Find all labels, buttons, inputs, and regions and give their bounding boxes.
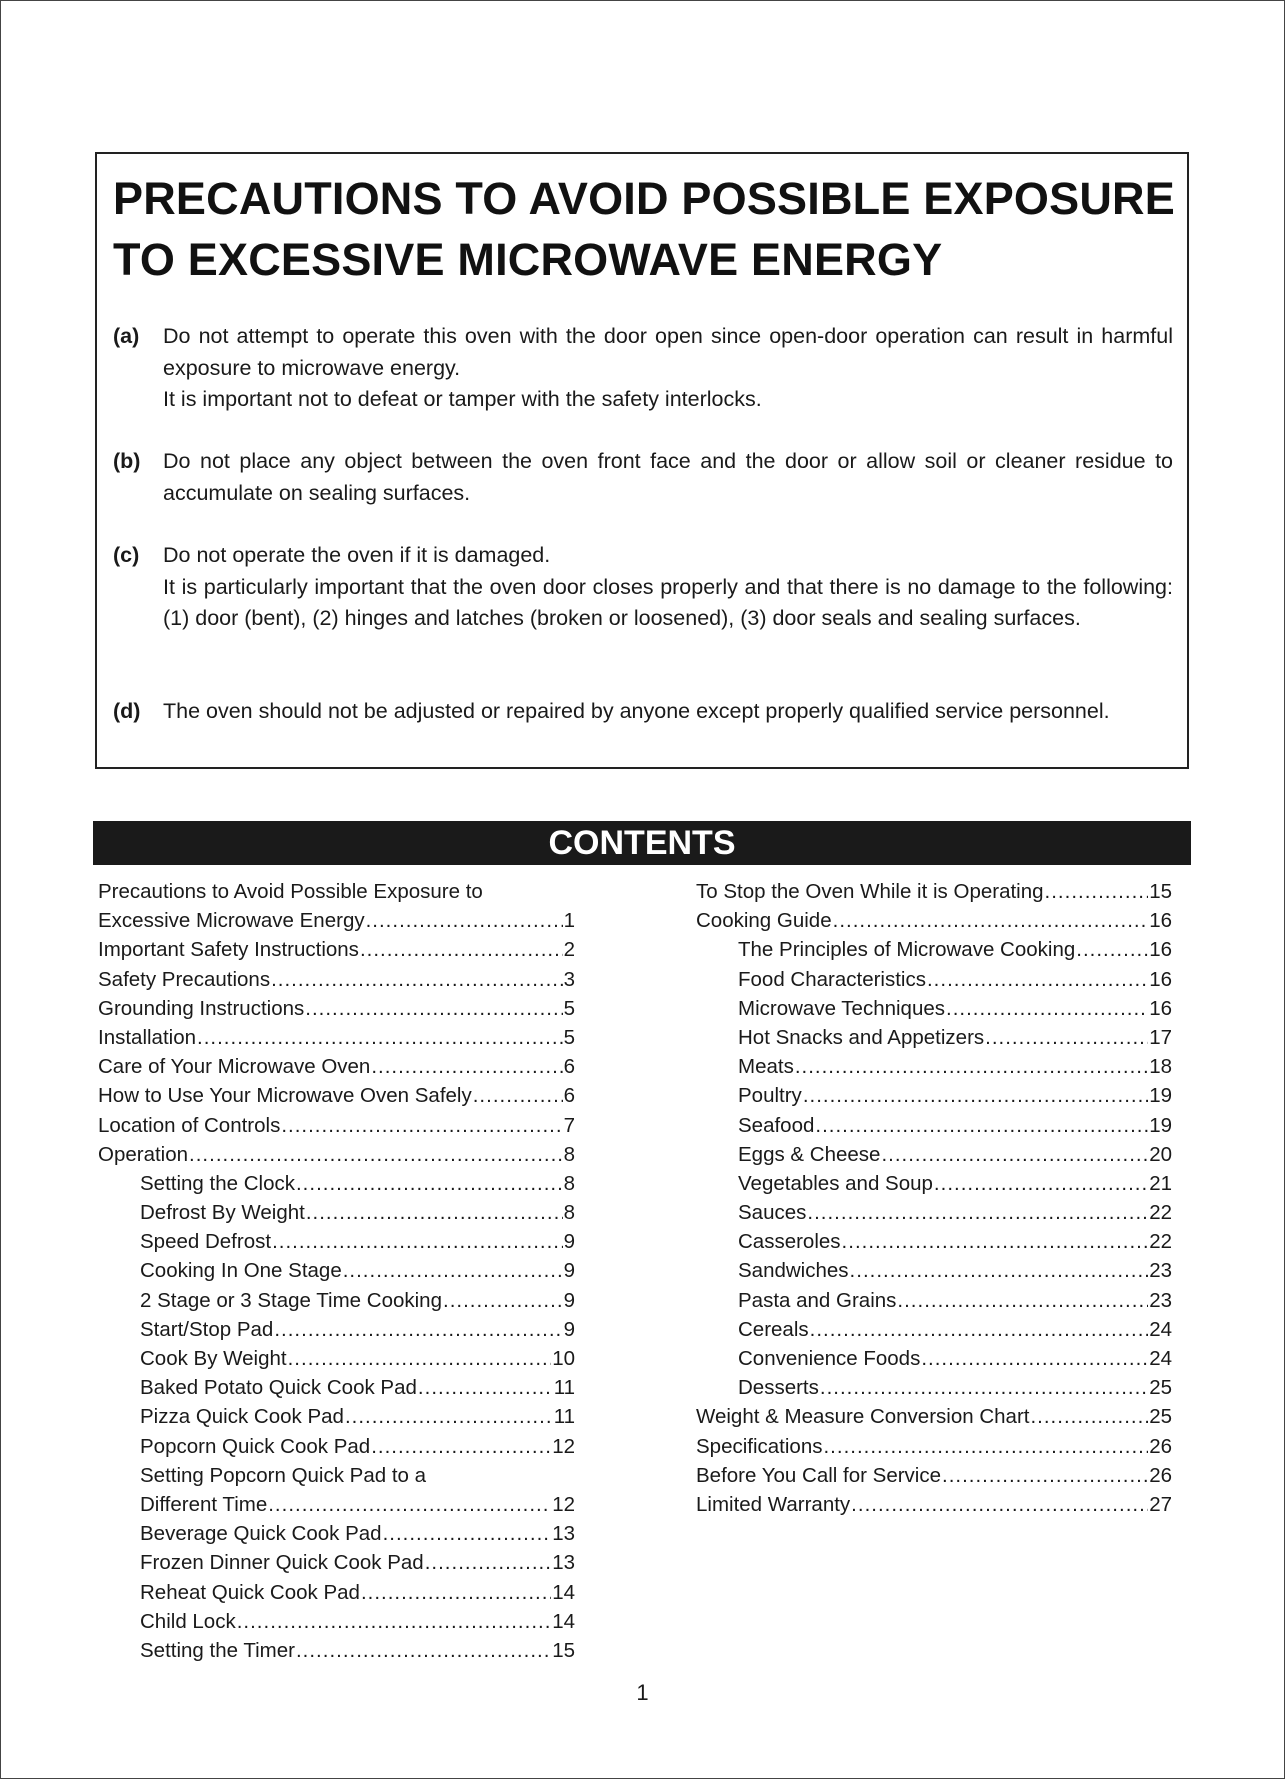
toc-entry[interactable] [98, 1607, 575, 1636]
toc-page: 19 [1149, 1084, 1172, 1108]
toc-entry[interactable] [696, 1490, 1172, 1519]
toc-label: Cereals [738, 1317, 809, 1341]
toc-entry[interactable] [696, 1111, 1172, 1140]
toc-entry[interactable] [98, 1081, 575, 1110]
precautions-title-line2: TO EXCESSIVE MICROWAVE ENERGY [113, 234, 943, 285]
toc-page: 24 [1149, 1317, 1172, 1341]
toc-page: 21 [1149, 1171, 1172, 1195]
contents-heading: CONTENTS [93, 821, 1191, 865]
page-number: 1 [636, 1680, 649, 1705]
toc-page: 11 [553, 1376, 575, 1400]
toc-label: How to Use Your Microwave Oven Safely [98, 1084, 472, 1108]
precaution-item-a [113, 321, 1173, 416]
toc-label: Pizza Quick Cook Pad [140, 1405, 344, 1429]
toc-label: Operation [98, 1142, 189, 1166]
toc-page: 15 [1149, 880, 1172, 903]
toc-entry[interactable] [696, 1286, 1172, 1315]
toc-label: Cooking Guide [696, 909, 832, 933]
toc-entry[interactable] [98, 1402, 575, 1431]
precaution-letter: (c) [113, 543, 140, 567]
toc-page: 22 [1149, 1230, 1172, 1254]
toc-entry[interactable] [98, 1111, 575, 1140]
toc-entry[interactable] [98, 1140, 575, 1169]
toc-page: 19 [1149, 1113, 1172, 1137]
toc-label: Poultry [738, 1084, 802, 1108]
toc-label: Installation [98, 1025, 197, 1049]
toc-page: 7 [563, 1113, 575, 1137]
toc-entry[interactable] [98, 1636, 575, 1665]
toc-label: Precautions to Avoid Possible Exposure to [98, 880, 483, 903]
toc-label: Different Time [140, 1492, 268, 1516]
toc-page: 10 [552, 1347, 575, 1370]
toc-page: 11 [553, 1405, 575, 1429]
toc-page: 23 [1149, 1259, 1172, 1283]
toc-label: Limited Warranty [696, 1492, 851, 1516]
toc-entry[interactable] [696, 1315, 1172, 1344]
toc-entry[interactable] [696, 994, 1172, 1023]
toc-entry[interactable] [98, 935, 575, 964]
toc-page: 16 [1149, 967, 1172, 991]
toc-label: Beverage Quick Cook Pad [140, 1522, 382, 1546]
toc-page: 13 [552, 1551, 575, 1575]
toc-page: 2 [563, 938, 575, 962]
toc-entry[interactable] [98, 1578, 575, 1607]
toc-page: 8 [563, 1171, 575, 1195]
toc-entry[interactable] [98, 1315, 575, 1344]
toc-label: Hot Snacks and Appetizers [738, 1025, 985, 1049]
toc-entry[interactable] [98, 994, 575, 1023]
toc-label: Baked Potato Quick Cook Pad [140, 1376, 417, 1400]
toc-label: Cook By Weight [140, 1347, 287, 1370]
toc-entry[interactable] [98, 1519, 575, 1548]
toc-label: Before You Call for Service [696, 1463, 941, 1487]
toc-label: The Principles of Microwave Cooking [738, 938, 1076, 962]
toc-entry[interactable] [696, 877, 1172, 906]
toc-left-column [98, 877, 575, 1665]
toc-page: 5 [563, 996, 575, 1020]
toc-label: Cooking In One Stage [140, 1259, 342, 1283]
toc-label: Specifications [696, 1434, 823, 1458]
toc-page: 18 [1149, 1055, 1172, 1079]
toc-label: Sauces [738, 1201, 807, 1225]
toc-page: 23 [1149, 1288, 1172, 1312]
toc-entry[interactable] [696, 1402, 1172, 1431]
precaution-letter: (b) [113, 449, 141, 473]
toc-label: Setting Popcorn Quick Pad to a [140, 1463, 427, 1487]
precaution-text: It is important not to defeat or tamper with the safety interlocks. [163, 387, 762, 411]
toc-entry[interactable] [98, 1286, 575, 1315]
toc-page: 9 [563, 1288, 575, 1312]
toc-page: 26 [1149, 1463, 1172, 1487]
precaution-item-b [113, 446, 1173, 509]
toc-entry[interactable] [98, 1198, 575, 1227]
toc-label: Speed Defrost [140, 1230, 272, 1254]
toc-page: 16 [1149, 909, 1172, 933]
toc-page: 9 [563, 1230, 575, 1254]
toc-page: 8 [563, 1142, 575, 1166]
toc-entry[interactable] [696, 1373, 1172, 1402]
toc-label: Child Lock [140, 1609, 236, 1633]
toc-page: 25 [1149, 1376, 1172, 1400]
toc-label: Safety Precautions [98, 967, 271, 991]
precaution-item-d [113, 696, 1173, 728]
toc-entry[interactable] [98, 1373, 575, 1402]
toc-label: Location of Controls [98, 1113, 281, 1137]
toc-entry[interactable] [696, 1140, 1172, 1169]
toc-page: 17 [1149, 1025, 1172, 1049]
toc-label: Desserts [738, 1376, 819, 1400]
toc-label: Eggs & Cheese [738, 1142, 881, 1166]
toc-entry[interactable] [98, 1023, 575, 1052]
toc-entry[interactable] [98, 1227, 575, 1256]
precaution-letter: (d) [113, 699, 141, 723]
toc-page: 15 [552, 1638, 575, 1662]
toc-label: 2 Stage or 3 Stage Time Cooking [140, 1288, 442, 1312]
precautions-title [113, 168, 1178, 290]
precaution-text: Do not attempt to operate this oven with the door open since open-door operation can result in harmful exposure to microwave energy. [163, 324, 1173, 380]
toc-page: 12 [552, 1492, 575, 1516]
toc-page: 25 [1149, 1405, 1172, 1429]
toc-entry[interactable] [696, 1256, 1172, 1285]
toc-label: Popcorn Quick Cook Pad [140, 1434, 371, 1458]
toc-label: Pasta and Grains [738, 1288, 897, 1312]
toc-entry[interactable] [98, 906, 575, 935]
toc-page: 9 [563, 1259, 575, 1283]
toc-page: 24 [1149, 1347, 1172, 1370]
toc-page: 16 [1149, 996, 1172, 1020]
precaution-text: It is particularly important that the oven door closes properly and that there is no damage to the following: (1) door (bent), (2) hinges and latches (broken or loosened), (3) door seals and sealing surfaces. [163, 574, 1173, 630]
toc-label: Weight & Measure Conversion Chart [696, 1405, 1030, 1429]
toc-entry[interactable] [696, 1432, 1172, 1461]
toc-entry[interactable] [98, 1344, 575, 1373]
toc-label: Vegetables and Soup [738, 1171, 933, 1195]
toc-entry[interactable] [696, 1198, 1172, 1227]
toc-label: Grounding Instructions [98, 996, 305, 1020]
toc-page: 3 [563, 967, 575, 991]
toc-entry[interactable] [98, 1432, 575, 1461]
toc-entry[interactable] [696, 1344, 1172, 1373]
toc-label: Defrost By Weight [140, 1201, 305, 1225]
precautions-box [95, 152, 1189, 769]
toc-entry[interactable] [696, 1169, 1172, 1198]
toc-label: Setting the Timer [140, 1638, 295, 1662]
toc-label: Food Characteristics [738, 967, 926, 991]
precaution-text: Do not operate the oven if it is damaged. [163, 543, 551, 567]
toc-label: Important Safety Instructions [98, 938, 359, 962]
precaution-letter: (a) [113, 324, 140, 348]
toc-entry[interactable] [696, 906, 1172, 935]
toc-page: 12 [552, 1434, 575, 1458]
toc-entry[interactable] [98, 1548, 575, 1577]
toc-page: 6 [563, 1084, 575, 1108]
toc-label: Setting the Clock [140, 1171, 295, 1195]
toc-label: Excessive Microwave Energy [98, 909, 365, 933]
toc-entry[interactable] [696, 1023, 1172, 1052]
toc-page: 5 [563, 1025, 575, 1049]
toc-label: Casseroles [738, 1230, 841, 1254]
toc-label: Reheat Quick Cook Pad [140, 1580, 360, 1604]
toc-page: 16 [1149, 938, 1172, 962]
toc-entry[interactable] [696, 1081, 1172, 1110]
toc-label: Sandwiches [738, 1259, 849, 1283]
toc-label: Meats [738, 1055, 794, 1079]
toc-entry[interactable] [696, 1052, 1172, 1081]
toc-label: Start/Stop Pad [140, 1317, 274, 1341]
precautions-title-line1: PRECAUTIONS TO AVOID POSSIBLE EXPOSURE [113, 173, 1175, 224]
toc-entry[interactable] [98, 965, 575, 994]
toc-entry[interactable] [696, 935, 1172, 964]
toc-label: Care of Your Microwave Oven [98, 1055, 371, 1079]
precaution-text: The oven should not be adjusted or repaired by anyone except properly qualified service personnel. [163, 699, 1110, 723]
toc-label: Frozen Dinner Quick Cook Pad [140, 1551, 424, 1575]
toc-entry[interactable] [98, 877, 575, 906]
toc-entry[interactable] [98, 1052, 575, 1081]
toc-page: 26 [1149, 1434, 1172, 1458]
precaution-item-c [113, 540, 1173, 635]
toc-page: 14 [552, 1609, 575, 1633]
toc-page: 20 [1149, 1142, 1172, 1166]
precaution-text: Do not place any object between the oven front face and the door or allow soil or cleaner residue to accumulate on sealing surfaces. [163, 449, 1173, 505]
toc-entry[interactable] [98, 1461, 575, 1490]
toc-entry[interactable] [98, 1256, 575, 1285]
toc-page: 14 [552, 1580, 575, 1604]
toc-entry[interactable] [696, 1227, 1172, 1256]
toc-page: 27 [1149, 1492, 1172, 1516]
toc-page: 6 [563, 1055, 575, 1079]
toc-entry[interactable] [98, 1169, 575, 1198]
toc-page: 13 [552, 1522, 575, 1546]
toc-label: To Stop the Oven While it is Operating [696, 880, 1044, 903]
toc-entry[interactable] [98, 1490, 575, 1519]
toc-label: Microwave Techniques [738, 996, 946, 1020]
toc-label: Convenience Foods [738, 1347, 921, 1370]
toc-page: 22 [1149, 1201, 1172, 1225]
toc-page: 1 [563, 909, 575, 933]
toc-right-column [696, 877, 1172, 1519]
toc-entry[interactable] [696, 965, 1172, 994]
toc-page: 9 [563, 1317, 575, 1341]
toc-entry[interactable] [696, 1461, 1172, 1490]
toc-page: 8 [563, 1201, 575, 1225]
toc-label: Seafood [738, 1113, 815, 1137]
